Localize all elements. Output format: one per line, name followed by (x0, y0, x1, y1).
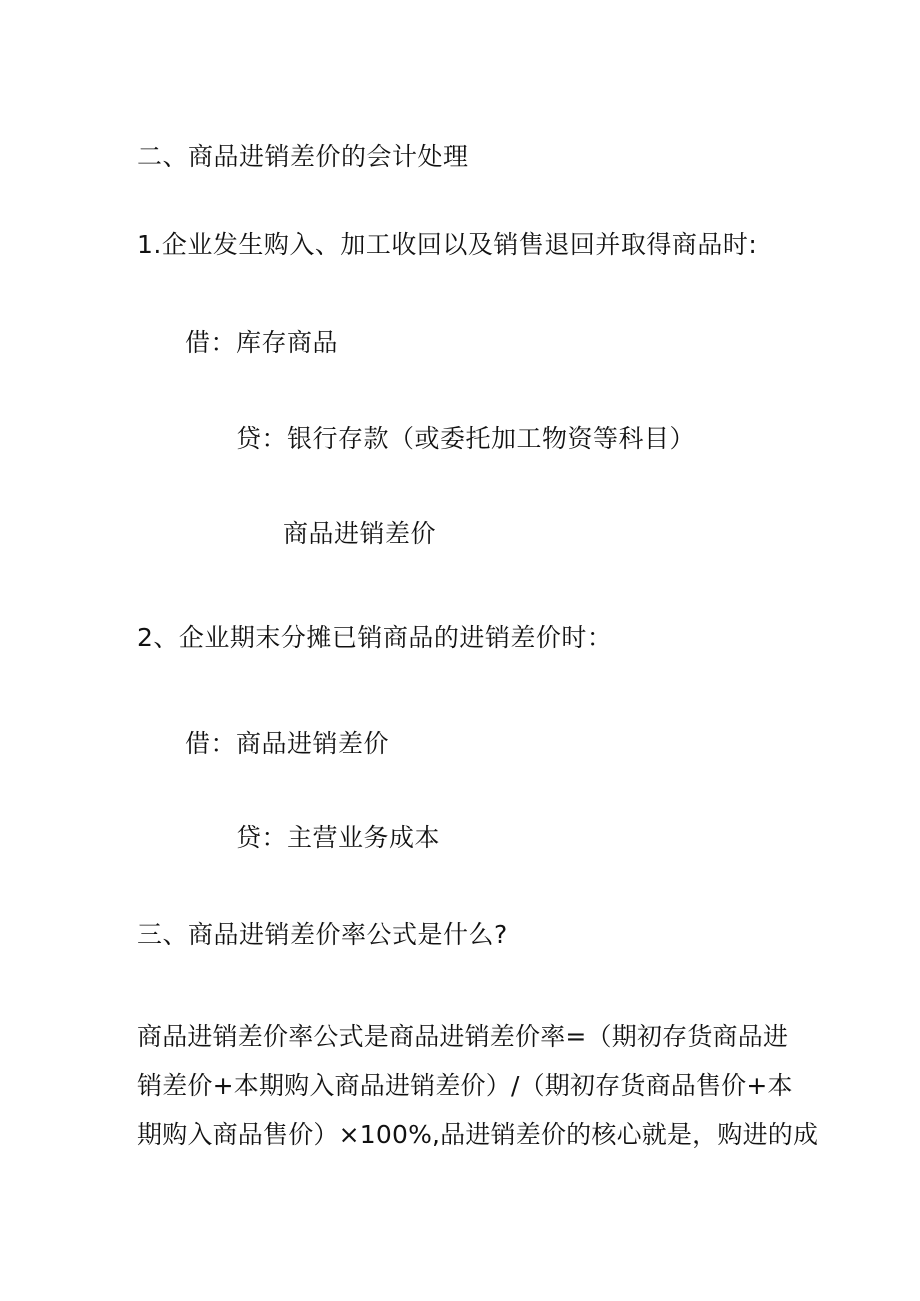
item-1-credit-entry: 贷：银行存款（或委托加工物资等科目） (236, 424, 696, 453)
paragraph-line: 商品进销差价率公式是商品进销差价率=（期初存货商品进 (137, 1022, 789, 1051)
paragraph-line: 期购入商品售价）×100%,品进销差价的核心就是，购进的成 (137, 1120, 819, 1149)
item-1-debit-entry: 借：库存商品 (185, 328, 339, 357)
section-heading-3: 三、商品进销差价率公式是什么? (137, 920, 508, 949)
item-1-credit-entry-2: 商品进销差价 (283, 519, 437, 548)
paragraph-line: 销差价+本期购入商品进销差价）/（期初存货商品售价+本 (137, 1071, 793, 1100)
section-heading-2: 二、商品进销差价的会计处理 (137, 142, 469, 171)
formula-paragraph (137, 1012, 819, 1159)
item-2-title: 2、企业期末分摊已销商品的进销差价时： (137, 623, 613, 652)
item-1-title: 1.企业发生购入、加工收回以及销售退回并取得商品时: (137, 230, 758, 259)
item-2-debit-entry: 借：商品进销差价 (185, 729, 390, 758)
item-2-credit-entry: 贷：主营业务成本 (236, 823, 441, 852)
